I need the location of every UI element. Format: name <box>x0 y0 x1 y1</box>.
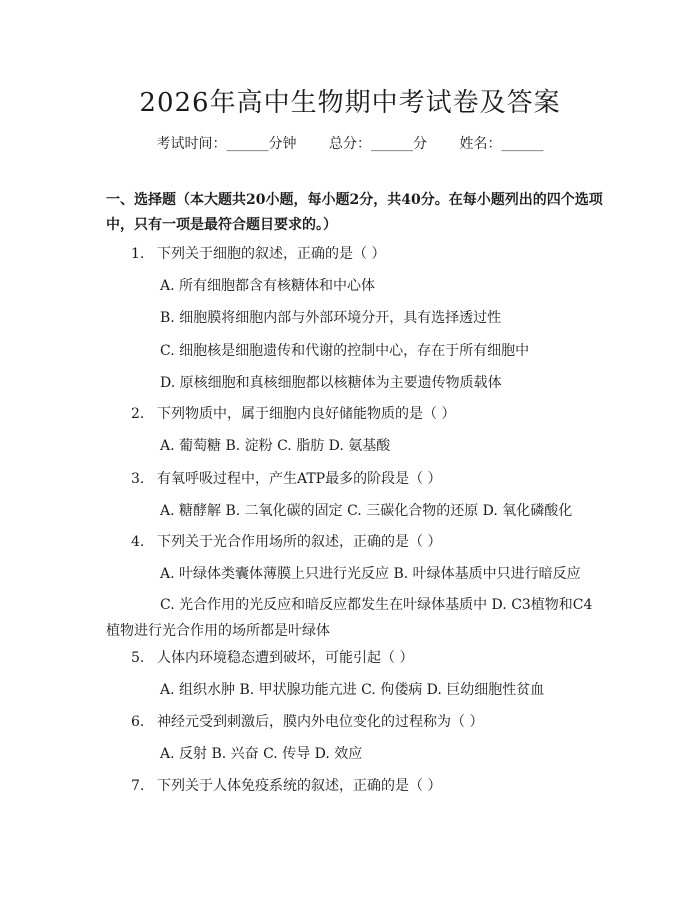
option-item: A. 反射 B. 兴奋 C. 传导 D. 效应 <box>160 746 363 762</box>
question-4 <box>131 531 441 551</box>
question-1 <box>131 243 385 263</box>
question-stem: 下列关于光合作用场所的叙述，正确的是（ ） <box>157 534 442 550</box>
question-number: 3. <box>131 471 145 487</box>
question-number: 5. <box>131 650 145 666</box>
section-heading: 一、选择题（本大题共20小题，每小题2分，共40分。在每小题列出的四个选项中，只有一项是最符合题目要求的。） <box>106 192 603 233</box>
exam-total-score: 总分：______分 <box>329 136 427 152</box>
question-6 <box>131 711 483 731</box>
question-5 <box>131 647 413 667</box>
question-number: 7. <box>131 778 145 794</box>
question-stem: 下列关于人体免疫系统的叙述，正确的是（ ） <box>157 778 442 794</box>
exam-title: 2026年高中生物期中考试卷及答案 <box>139 88 561 118</box>
question-3 <box>131 468 442 488</box>
option-item: A. 葡萄糖 B. 淀粉 C. 脂肪 D. 氨基酸 <box>160 438 391 454</box>
question-number: 6. <box>131 714 145 730</box>
option-item: A. 糖酵解 B. 二氧化碳的固定 C. 三碳化合物的还原 D. 氧化磷酸化 <box>160 503 573 519</box>
question-7 <box>131 775 441 795</box>
option-item: A. 叶绿体类囊体薄膜上只进行光反应 B. 叶绿体基质中只进行暗反应 <box>160 566 581 582</box>
question-number: 2. <box>131 406 145 422</box>
option-item: D. 原核细胞和真核细胞都以核糖体为主要遗传物质载体 <box>160 375 502 391</box>
question-stem: 有氧呼吸过程中，产生ATP最多的阶段是（ ） <box>157 471 442 487</box>
question-2 <box>131 403 455 423</box>
option-item: B. 细胞膜将细胞内部与外部环境分开，具有选择透过性 <box>160 310 502 326</box>
exam-time: 考试时间：______分钟 <box>156 136 297 152</box>
question-number: 4. <box>131 534 145 550</box>
question-number: 1. <box>131 246 145 262</box>
exam-meta <box>0 133 700 153</box>
option-item: C. 细胞核是细胞遗传和代谢的控制中心，存在于所有细胞中 <box>160 343 530 359</box>
student-name: 姓名：______ <box>459 136 544 152</box>
question-stem: 神经元受到刺激后，膜内外电位变化的过程称为（ ） <box>157 714 484 730</box>
option-item: A. 组织水肿 B. 甲状腺功能亢进 C. 佝偻病 D. 巨幼细胞性贫血 <box>160 682 545 698</box>
option-item: A. 所有细胞都含有核糖体和中心体 <box>160 278 376 294</box>
question-stem: 人体内环境稳态遭到破坏，可能引起（ ） <box>157 650 414 666</box>
question-stem: 下列关于细胞的叙述，正确的是（ ） <box>157 246 386 262</box>
question-stem: 下列物质中，属于细胞内良好储能物质的是（ ） <box>157 406 456 422</box>
option-item-wrapped: C. 光合作用的光反应和暗反应都发生在叶绿体基质中 D. C3植物和C4植物进行光合作用的场所都是叶绿体 <box>106 597 593 639</box>
